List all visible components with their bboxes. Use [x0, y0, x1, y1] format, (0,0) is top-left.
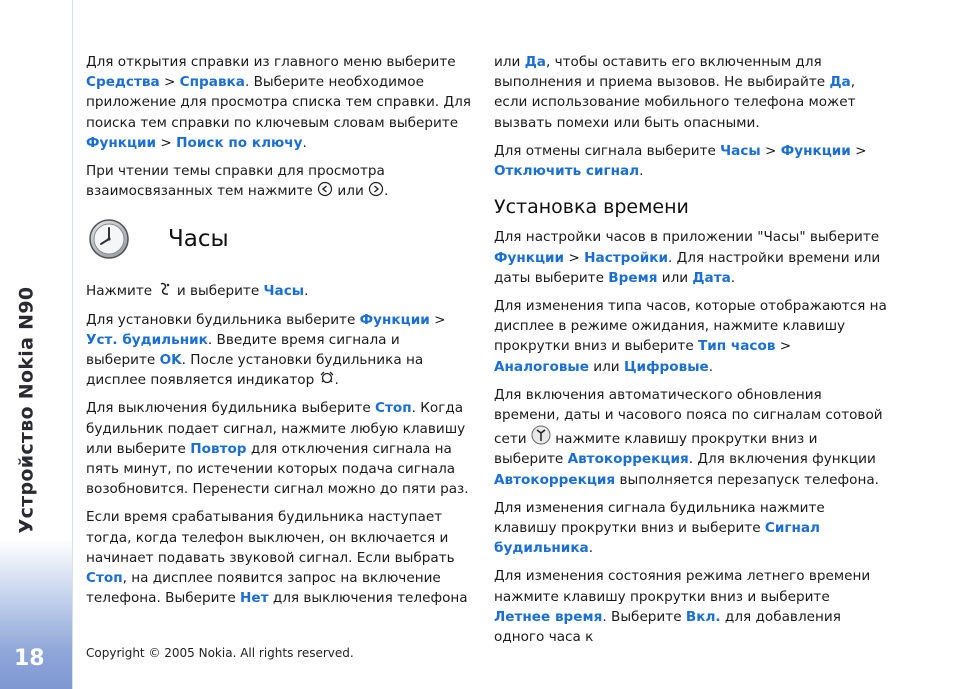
- paragraph: Для открытия справки из главного меню выберите Средства > Справка. Выберите необходимое приложение для просмотра списка тем справки. Для поиска тем справки по ключевым словам выберите Функции > Поиск по ключу.: [86, 54, 471, 151]
- subsection-heading: Установка времени: [494, 196, 689, 219]
- menu-link: Часы: [263, 283, 305, 300]
- menu-link: Отключить сигнал: [494, 163, 640, 180]
- paragraph: Для отмены сигнала выберите Часы > Функции > Отключить сигнал.: [494, 142, 867, 180]
- menu-link: Поиск по ключу: [176, 134, 303, 151]
- menu-link: Часы: [720, 142, 761, 159]
- paragraph: Если время срабатывания будильника наступает тогда, когда телефон выключен, он включается и начинает подавать звуковой сигнал. Если выбрать Стоп, на дисплее появится запрос на включение телефона. Выберите Нет для выключения телефона: [86, 509, 468, 607]
- scroll-right-icon: [368, 181, 384, 197]
- menu-link: Функции: [780, 142, 851, 159]
- paragraph: Для изменения сигнала будильника нажмите клавишу прокрутки вниз и выберите Сигнал будильника.: [494, 499, 825, 557]
- menu-link: Да: [524, 54, 546, 70]
- menu-link: Повтор: [190, 440, 247, 457]
- right-column: [494, 52, 889, 655]
- menu-link: Вкл.: [685, 608, 721, 625]
- menu-link: Да: [829, 74, 851, 91]
- page-number: 18: [14, 646, 45, 671]
- network-antenna-icon: [531, 425, 551, 445]
- paragraph: Для выключения будильника выберите Стоп. Когда будильник подает сигнал, нажмите любую клавишу или выберите Повтор для отключения сигнала на пять минут, по истечении которых подача сигнала возобновится. Перенести сигнал можно до пяти раз.: [86, 400, 469, 498]
- menu-link: Нет: [240, 590, 269, 607]
- menu-link: Стоп: [375, 400, 412, 417]
- menu-link: Настройки: [584, 249, 668, 266]
- paragraph: Для изменения состояния режима летнего времени нажмите клавишу прокрутки вниз и выберите Летнее время. Выберите Вкл. для добавления одного часа к: [494, 568, 871, 646]
- paragraph: Для настройки часов в приложении "Часы" выберите Функции > Настройки. Для настройки времени или даты выберите Время или Дата.: [494, 229, 881, 286]
- sidebar: [0, 0, 73, 689]
- clock-app-icon: [88, 218, 130, 260]
- menu-link: Летнее время: [494, 608, 603, 625]
- left-column: [86, 52, 471, 616]
- menu-link: Средства: [86, 74, 160, 91]
- paragraph: Для установки будильника выберите Функции > Уст. будильник. Введите время сигнала и выберите OK. После установки будильника на дисплее появляется индикатор .: [86, 311, 446, 389]
- clock-heading-block: [86, 209, 471, 269]
- menu-link: Сигнал будильника: [494, 520, 821, 557]
- section-heading: Часы: [168, 226, 229, 253]
- menu-link: Цифровые: [623, 358, 709, 375]
- menu-link: Дата: [692, 269, 731, 286]
- menu-link: Автокоррекция: [494, 471, 616, 488]
- copyright-footer: Copyright © 2005 Nokia. All rights reserved.: [86, 646, 354, 660]
- paragraph: Нажмите и выберите Часы.: [86, 283, 309, 300]
- scroll-left-icon: [317, 181, 333, 197]
- menu-link: Аналоговые: [494, 358, 589, 375]
- menu-link: Уст. будильник: [86, 331, 208, 348]
- menu-link: Функции: [86, 134, 157, 151]
- menu-link: Стоп: [86, 570, 123, 587]
- menu-link: Автокоррекция: [567, 451, 689, 468]
- paragraph: Для включения автоматического обновления времени, даты и часового пояса по сигналам сотовой сети нажмите клавишу прокрутки вниз и выберите Автокоррекция. Для включения функции Автокоррекция выполняется перезапуск телефона.: [494, 386, 883, 488]
- menu-key-icon: [157, 281, 173, 297]
- alarm-indicator-icon: [319, 370, 335, 386]
- menu-link: Функции: [494, 249, 565, 266]
- paragraph: Для изменения типа часов, которые отображаются на дисплее в режиме ожидания, нажмите клавишу прокрутки вниз и выберите Тип часов > Аналоговые или Цифровые.: [494, 298, 887, 375]
- menu-link: Функции: [359, 311, 430, 328]
- menu-link: Время: [608, 269, 658, 286]
- section-title: Устройство Nokia N90: [15, 286, 37, 534]
- menu-link: Справка: [179, 74, 245, 91]
- paragraph: При чтении темы справки для просмотра взаимосвязанных тем нажмите или .: [86, 163, 389, 200]
- menu-link: Тип часов: [698, 338, 776, 355]
- paragraph: или Да, чтобы оставить его включенным для выполнения и приема вызовов. Не выбирайте Да, если использование мобильного телефона может вызвать помехи или быть опасными.: [494, 54, 856, 131]
- menu-link: OK: [159, 352, 182, 369]
